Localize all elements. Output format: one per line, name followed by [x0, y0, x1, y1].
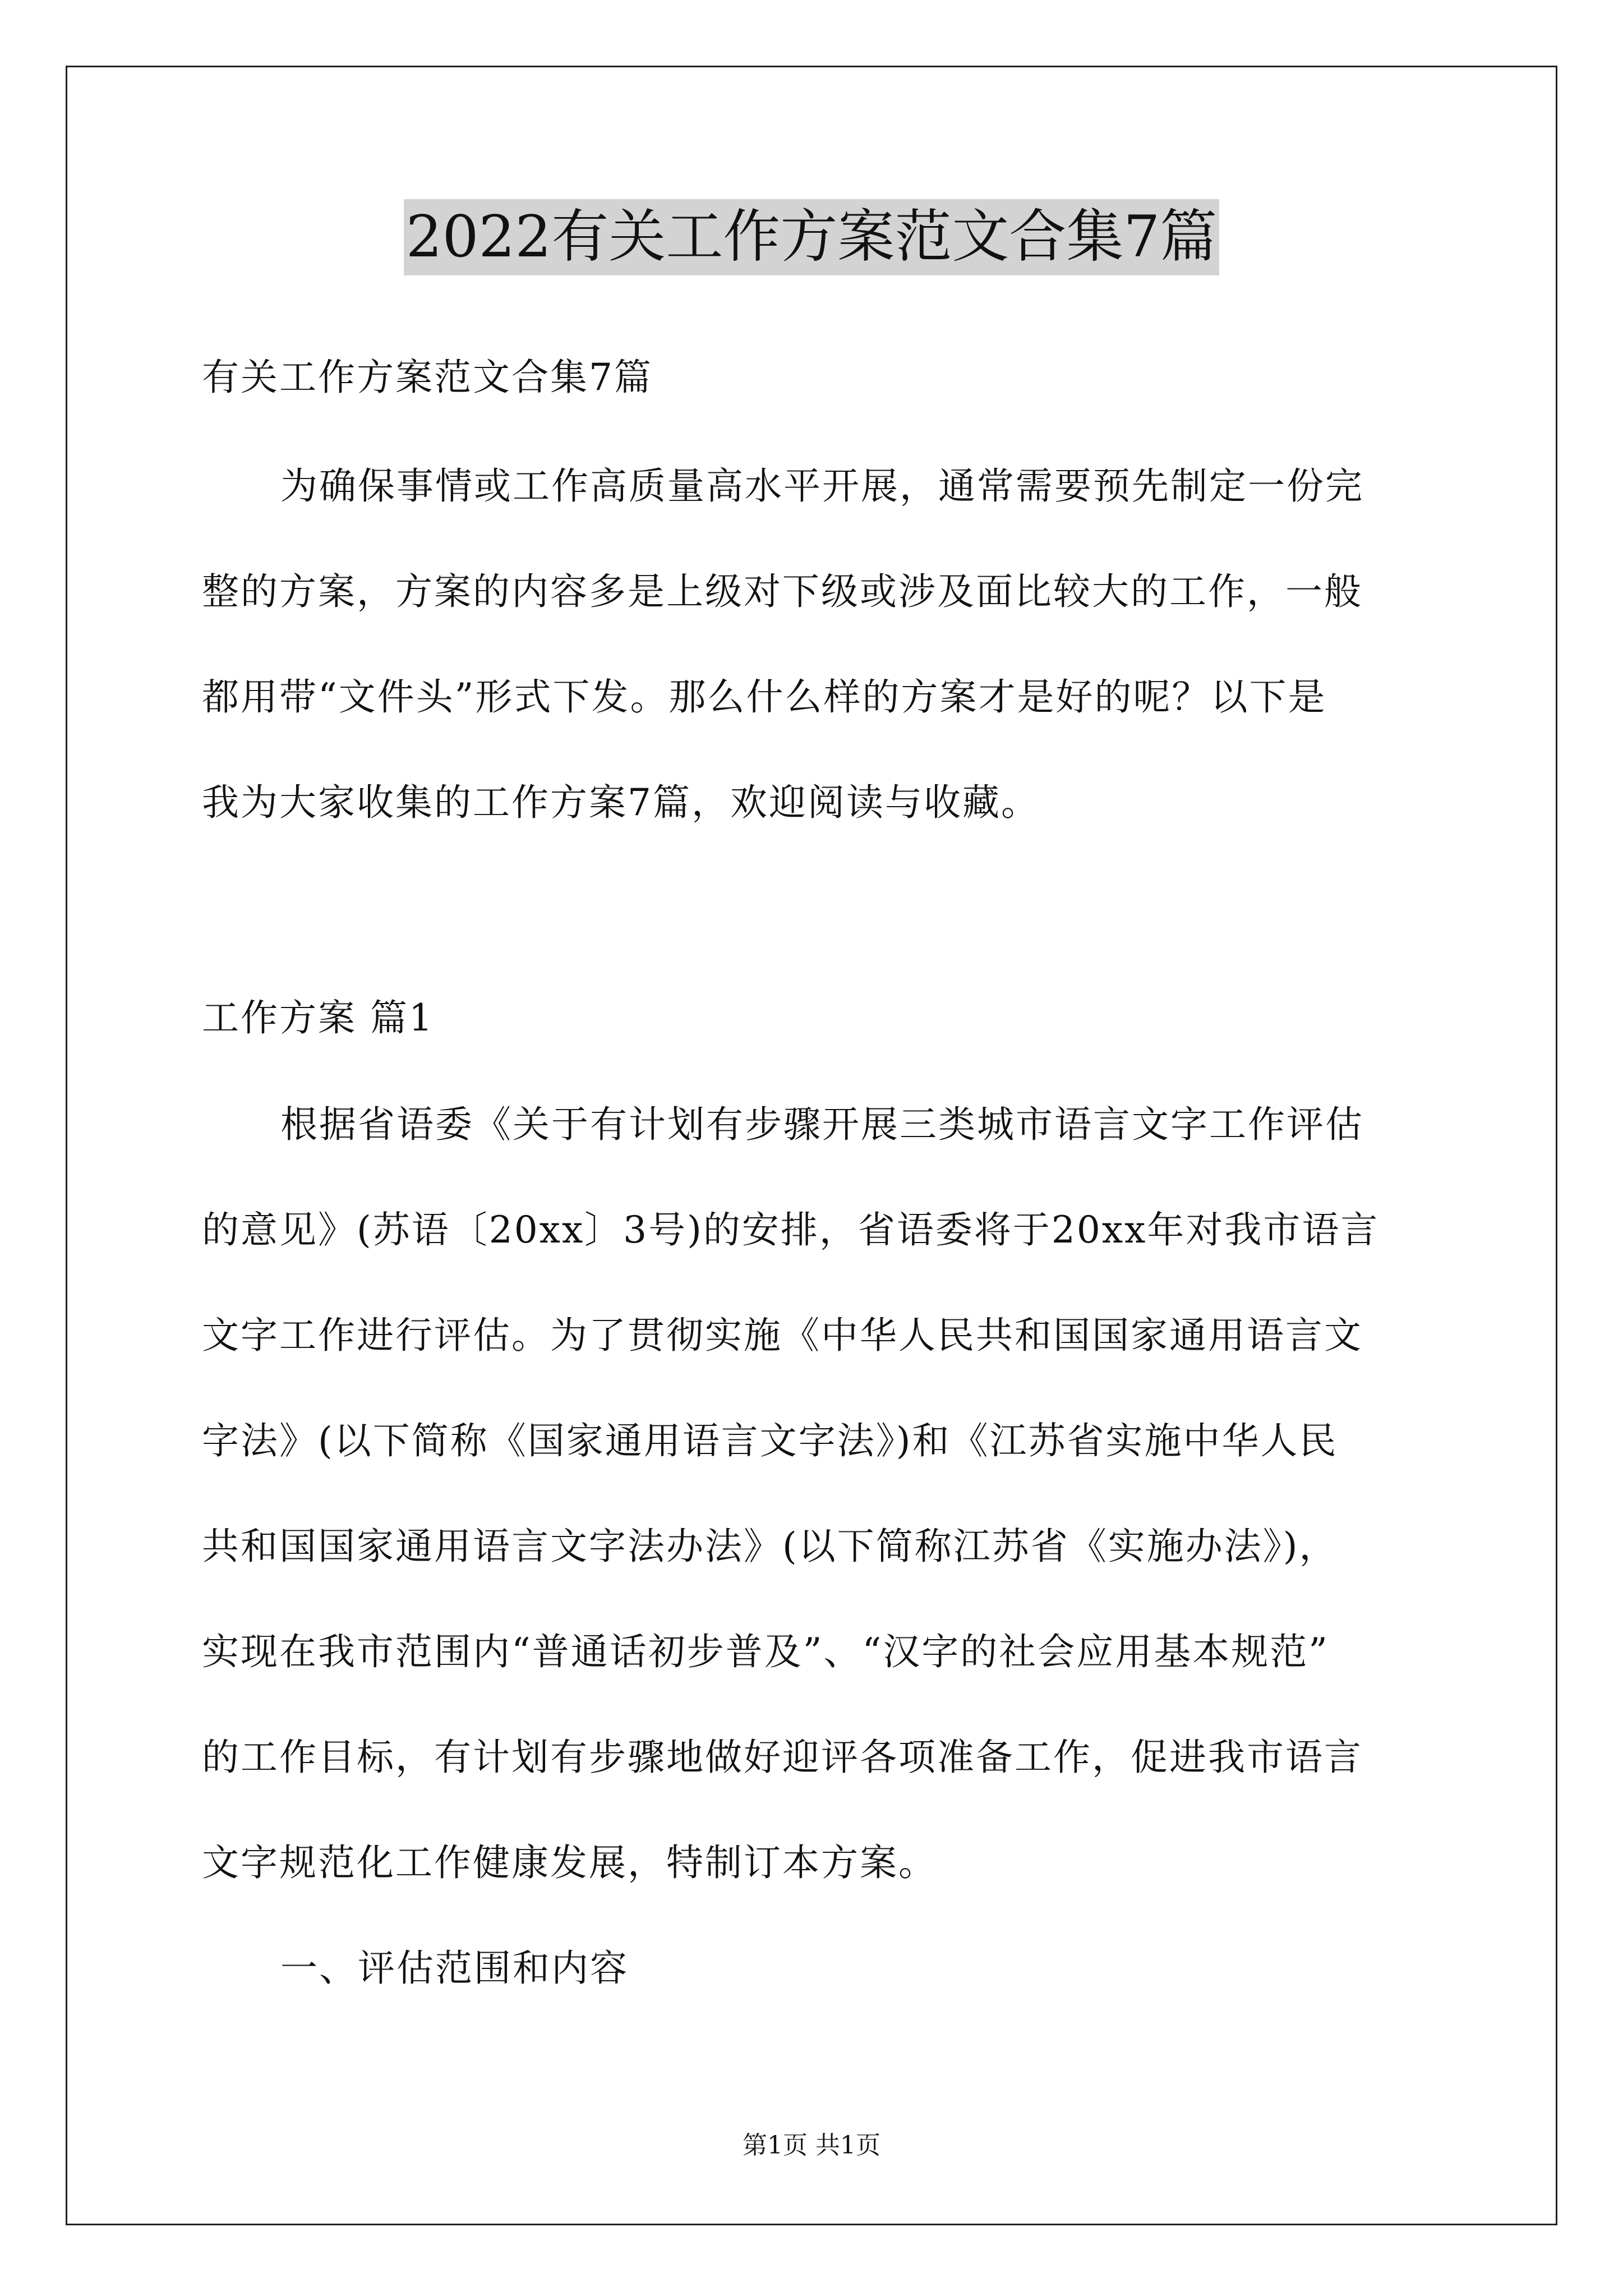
- section-heading: 工作方案 篇1: [202, 996, 434, 1039]
- body-line-5: 共和国国家通用语言文字法办法》(以下简称江苏省《实施办法》)，: [202, 1525, 1338, 1568]
- intro-line-1: 为确保事情或工作高质量高水平开展，通常需要预先制定一份完: [280, 464, 1364, 508]
- body-line-1: 根据省语委《关于有计划有步骤开展三类城市语言文字工作评估: [280, 1103, 1364, 1146]
- body-line-7: 的工作目标，有计划有步骤地做好迎评各项准备工作，促进我市语言: [202, 1736, 1363, 1779]
- intro-line-2: 整的方案，方案的内容多是上级对下级或涉及面比较大的工作，一般: [202, 570, 1363, 613]
- body-line-4: 字法》(以下简称《国家通用语言文字法》)和《江苏省实施中华人民: [202, 1419, 1338, 1462]
- intro-line-3: 都用带“文件头”形式下发。那么什么样的方案才是好的呢？以下是: [202, 675, 1327, 719]
- document-title: 2022有关工作方案范文合集7篇: [404, 199, 1219, 275]
- body-line-8: 文字规范化工作健康发展，特制订本方案。: [202, 1841, 937, 1884]
- intro-line-4: 我为大家收集的工作方案7篇，欢迎阅读与收藏。: [202, 781, 1040, 824]
- body-line-6: 实现在我市范围内“普通话初步普及”、“汉字的社会应用基本规范”: [202, 1630, 1329, 1673]
- title-container: [0, 199, 1623, 275]
- page-footer: 第1页 共1页: [743, 2131, 880, 2160]
- document-subtitle: 有关工作方案范文合集7篇: [202, 356, 653, 399]
- body-line-2: 的意见》(苏语〔20xx〕3号)的安排，省语委将于20xx年对我市语言: [202, 1208, 1380, 1251]
- subheading: 一、评估范围和内容: [280, 1947, 629, 1990]
- body-line-3: 文字工作进行评估。为了贯彻实施《中华人民共和国国家通用语言文: [202, 1314, 1363, 1357]
